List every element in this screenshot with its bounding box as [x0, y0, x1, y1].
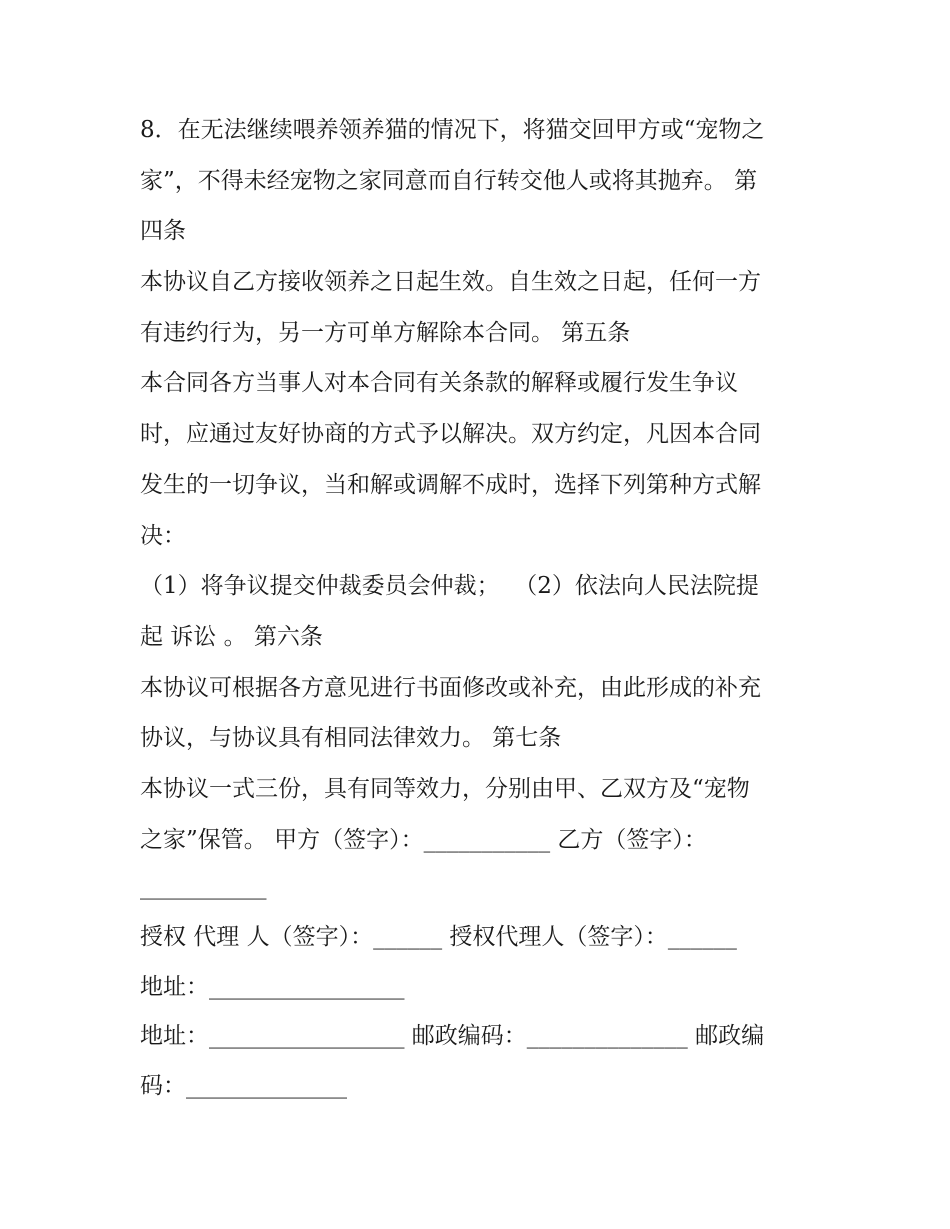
text-line: 地址：_________________ 邮政编码：______________ 邮政编	[140, 1023, 765, 1049]
text-line: 本协议一式三份，具有同等效力，分别由甲、乙双方及“宠物	[140, 776, 750, 802]
text-line: 本合同各方当事人对本合同有关条款的解释或履行发生争议	[140, 370, 738, 396]
text-line: 授权 代理 人（签字）：______ 授权代理人（签字）：______	[140, 924, 737, 950]
text-line: 本协议可根据各方意见进行书面修改或补充，由此形成的补充	[140, 675, 761, 701]
text-line: （1）将争议提交仲裁委员会仲裁； （2）依法向人民法院提	[140, 573, 759, 599]
text-line: 8．在无法继续喂养领养猫的情况下，将猫交回甲方或“宠物之	[140, 117, 765, 143]
text-line: 之家”保管。 甲方（签字）：___________ 乙方（签字）：	[140, 827, 707, 853]
text-line: ___________	[140, 874, 267, 900]
text-line: 家”，不得未经宠物之家同意而自行转交他人或将其抛弃。 第	[140, 168, 758, 194]
text-line: 协议，与协议具有相同法律效力。 第七条	[140, 725, 562, 751]
text-line: 时，应通过友好协商的方式予以解决。双方约定，凡因本合同	[140, 421, 761, 447]
text-line: 有违约行为，另一方可单方解除本合同。 第五条	[140, 320, 631, 346]
text-line: 本协议自乙方接收领养之日起生效。自生效之日起，任何一方	[140, 269, 761, 295]
text-line: 四条	[140, 218, 186, 244]
text-line: 地址：_________________	[140, 974, 405, 1000]
text-line: 发生的一切争议，当和解或调解不成时，选择下列第种方式解	[140, 472, 761, 498]
text-line: 起 诉讼 。 第六条	[140, 624, 323, 650]
text-line: 决：	[140, 523, 186, 549]
text-line: 码：______________	[140, 1073, 347, 1099]
